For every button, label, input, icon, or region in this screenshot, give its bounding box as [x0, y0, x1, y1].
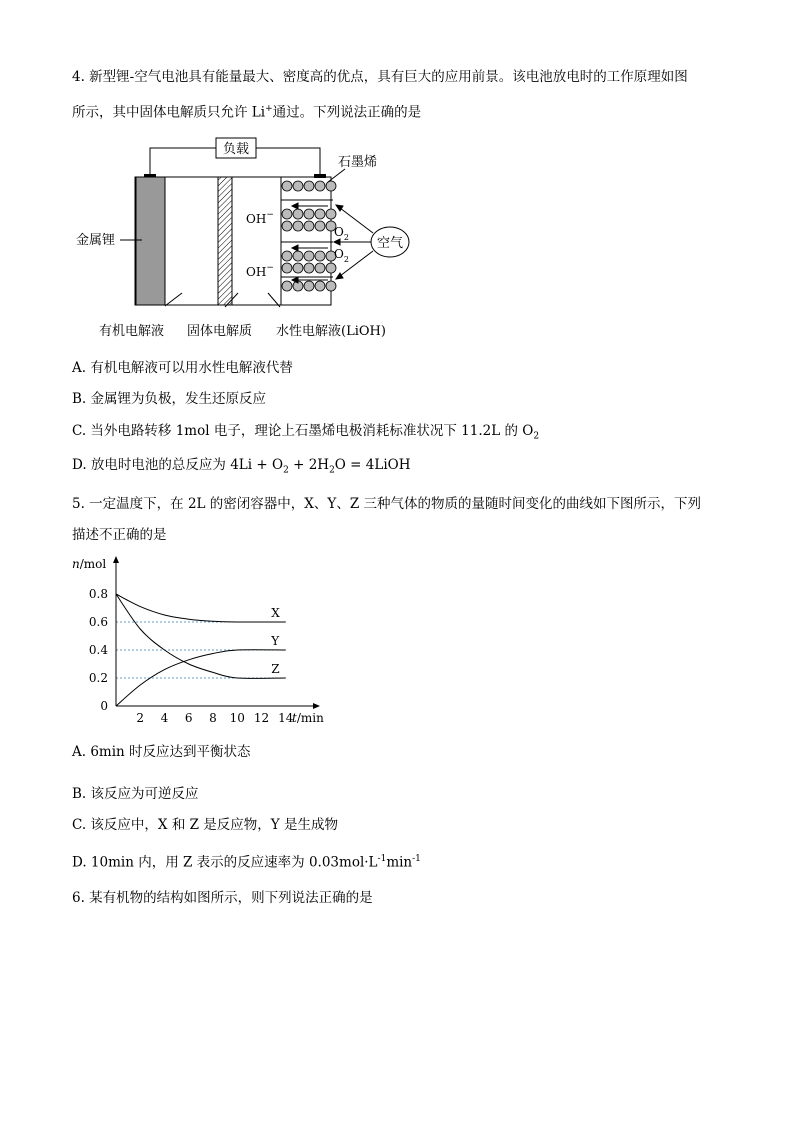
- q5-option-a: A. 6min 时反应达到平衡状态: [72, 744, 251, 760]
- q6-stem: 6. 某有机物的结构如图所示，则下列说法正确的是: [72, 890, 373, 906]
- q5-stem-line1: 5. 一定温度下，在 2L 的密闭容器中，X、Y、Z 三种气体的物质的量随时间变化的曲线如下图所示，下列: [72, 496, 702, 512]
- y-tick-label: 0.6: [88, 615, 108, 629]
- oh-label-2: OH−: [246, 263, 274, 279]
- aqueous-electrolyte-label: 水性电解液(LiOH): [276, 324, 386, 339]
- organic-electrolyte-label: 有机电解液: [99, 324, 165, 339]
- graphene-label: 石墨烯: [338, 155, 378, 170]
- x-tick-label: 8: [209, 711, 217, 725]
- series-label-z: Z: [271, 662, 280, 676]
- solid-electrolyte: [218, 177, 232, 305]
- nt-line-chart: [70, 555, 330, 730]
- air-label: 空气: [376, 236, 404, 251]
- x-tick-label: 6: [184, 711, 193, 725]
- lithium-electrode: [136, 177, 165, 305]
- q5-option-b: B. 该反应为可逆反应: [72, 786, 199, 802]
- load-label: 负载: [222, 142, 250, 157]
- oh-label-1: OH−: [246, 210, 274, 226]
- q5-option-c: C. 该反应中，X 和 Z 是反应物，Y 是生成物: [72, 817, 338, 833]
- q4-option-b: B. 金属锂为负极，发生还原反应: [72, 391, 267, 407]
- y-axis-label: n/mol: [72, 557, 107, 571]
- q4-option-d: D. 放电时电池的总反应为 $4Li + O_2 + 2H_2O$ = 4LiOH: [72, 457, 411, 476]
- x-tick-label: 4: [160, 711, 169, 725]
- y-tick-label: 0.2: [88, 671, 108, 685]
- series-line-x: [116, 594, 286, 622]
- q4-option-a: A. 有机电解液可以用水性电解液代替: [72, 360, 293, 376]
- x-tick-label: 2: [136, 711, 145, 725]
- metal-li-label: 金属锂: [76, 233, 116, 248]
- x-axis-label: t/min: [292, 711, 324, 725]
- q4-stem-line1: 4. 新型锂-空气电池具有能量最大、密度高的优点，具有巨大的应用前景。该电池放电时的工作原理如图: [72, 69, 688, 85]
- y-tick-label: 0.8: [88, 587, 108, 601]
- y-axis-arrow: [113, 556, 119, 563]
- x-tick-label: 10: [229, 711, 245, 725]
- q5-stem-line2: 描述不正确的是: [72, 527, 167, 543]
- graphene-electrode: [281, 177, 336, 305]
- x-tick-label: 12: [253, 711, 270, 725]
- q4-option-c: C. 当外电路转移 1mol 电子，理论上石墨烯电极消耗标准状况下 11.2L 的 $O_2$: [72, 423, 540, 442]
- series-label-x: X: [271, 606, 280, 620]
- solid-electrolyte-label: 固体电解质: [187, 324, 253, 339]
- q4-stem-line2: 所示，其中固体电解质只允许 Li+通过。下列说法正确的是: [72, 104, 422, 121]
- x-axis-arrow: [313, 703, 320, 709]
- x-tick-label: 14: [278, 711, 294, 725]
- origin-label: 0: [100, 699, 108, 713]
- battery-diagram: [70, 130, 430, 345]
- y-tick-label: 0.4: [88, 643, 108, 657]
- o2-label-1: $O_2$: [334, 225, 349, 242]
- series-label-y: Y: [271, 634, 280, 648]
- o2-label-2: $O_2$: [334, 247, 349, 264]
- q5-option-d: D. 10min 内，用 Z 表示的反应速率为 $0.03mol\cdot L^{-1}\min^{-1}$: [72, 854, 421, 871]
